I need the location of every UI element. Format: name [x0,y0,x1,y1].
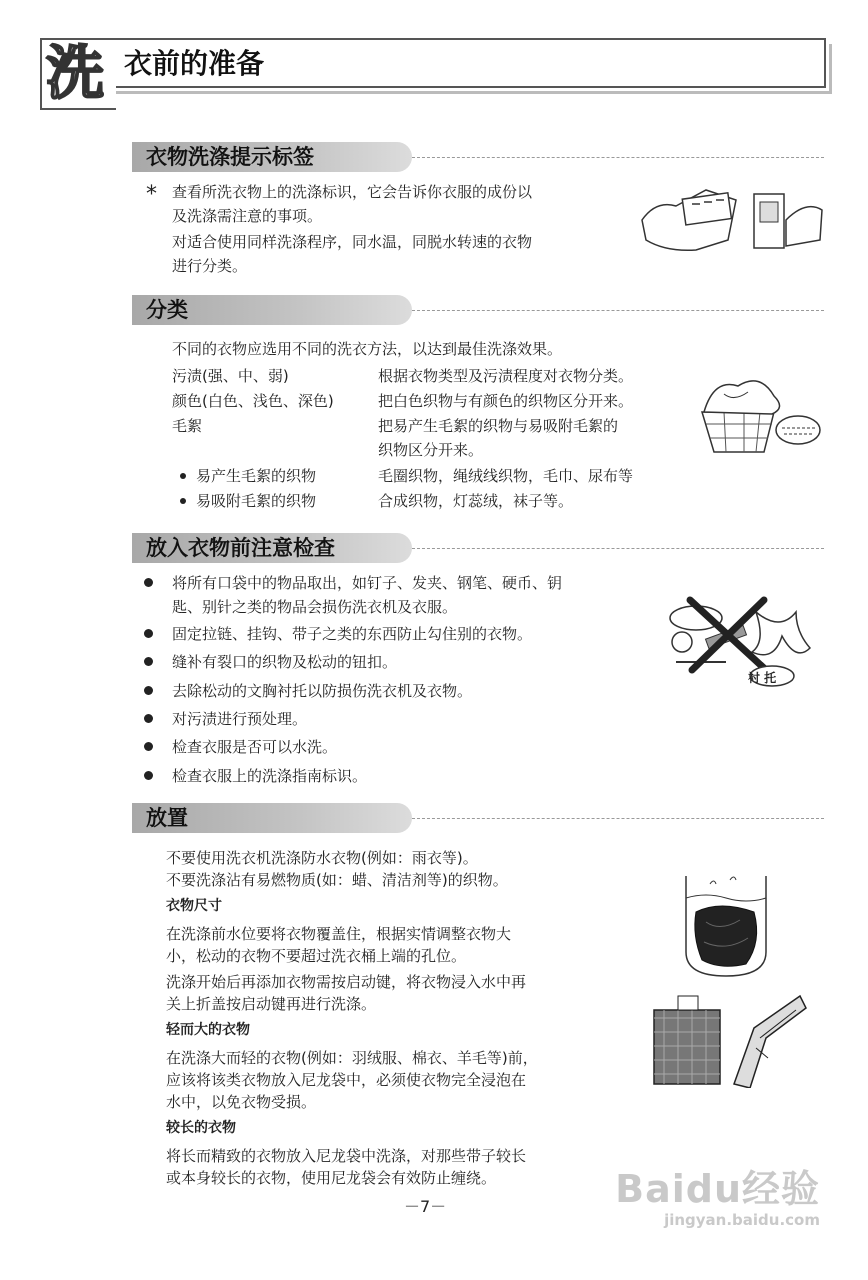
header-big-char: 洗 [46,39,105,107]
sort-sub-right: 合成织物，灯蕊绒，袜子等。 [378,492,574,510]
labels-text-line: 对适合使用同样洗涤程序，同水温，同脱水转速的衣物 [172,233,533,251]
section-title-sort: 分类 [146,298,188,322]
sort-row-left: 毛絮 [172,417,203,435]
section-header-check [132,533,412,563]
section-header-place [132,803,412,833]
sort-sub-left: 易吸附毛絮的织物 [196,492,317,510]
sort-row-right: 把易产生毛絮的织物与易吸附毛絮的 [378,417,619,435]
place-paragraph: 关上折盖按启动键再进行洗涤。 [166,995,377,1013]
section-header-sort [132,295,412,325]
place-subheading: 轻而大的衣物 [166,1022,250,1038]
bullet-icon [144,629,153,638]
place-subheading: 较长的衣物 [166,1120,236,1136]
page-title: 衣前的准备 [124,47,265,80]
section-divider [412,157,824,158]
section-header-labels [132,142,412,172]
labels-text-line: 及洗涤需注意的事项。 [172,207,323,225]
check-item: 固定拉链、挂钩、带子之类的东西防止勾住别的衣物。 [172,625,533,643]
section-title-place: 放置 [146,806,188,830]
watermark [615,1168,820,1230]
sort-row-right: 把白色织物与有颜色的织物区分开来。 [378,392,634,410]
place-paragraph: 在洗涤前水位要将衣物覆盖住，根据实情调整衣物大 [166,925,512,943]
check-item: 缝补有裂口的织物及松动的钮扣。 [172,653,398,671]
pocket-items-illustration [656,592,816,692]
section-divider [412,818,824,819]
page-number: －7－ [404,1197,447,1216]
watermark-url: jingyan.baidu.com [664,1211,820,1229]
check-item: 检查衣服上的洗涤指南标识。 [172,767,368,785]
laundry-basket-illustration [694,372,824,456]
place-subheading: 衣物尺寸 [166,898,222,914]
care-label-illustration [636,180,826,260]
place-paragraph: 洗涤开始后再添加衣物需按启动键，将衣物浸入水中再 [166,973,527,991]
check-item: 检查衣服是否可以水洗。 [172,738,338,756]
place-paragraph: 或本身较长的衣物，使用尼龙袋会有效防止缠绕。 [166,1169,497,1187]
place-intro: 不要洗涤沾有易燃物质(如：蜡、清洁剂等)的织物。 [166,871,508,889]
sort-intro: 不同的衣物应选用不同的洗衣方法，以达到最佳洗涤效果。 [172,340,563,358]
place-paragraph: 在洗涤大而轻的衣物(例如：羽绒服、棉衣、羊毛等)前， [166,1049,538,1067]
check-item: 将所有口袋中的物品取出，如钉子、发夹、钢笔、硬币、钥 [172,574,563,592]
bullet-icon [144,578,153,587]
bullet-icon [144,714,153,723]
bullet-icon [144,742,153,751]
bullet-icon [144,686,153,695]
sort-row-left: 污渍(强、中、弱) [172,367,289,385]
sort-row-left: 颜色(白色、浅色、深色) [172,392,334,410]
section-divider [412,310,824,311]
check-item: 对污渍进行预处理。 [172,710,308,728]
sort-row-right: 织物区分开来。 [378,441,484,459]
section-title-check: 放入衣物前注意检查 [146,536,335,560]
check-item: 匙、别针之类的物品会损伤洗衣机及衣服。 [172,598,458,616]
asterisk-icon: * [146,182,157,207]
bullet-icon [180,498,186,504]
labels-text-line: 进行分类。 [172,257,248,275]
sort-sub-left: 易产生毛絮的织物 [196,467,317,485]
sort-sub-right: 毛圈织物，绳绒线织物，毛巾、尿布等 [378,467,634,485]
place-paragraph: 应该将该类衣物放入尼龙袋中，必须使衣物完全浸泡在 [166,1071,527,1089]
place-paragraph: 将长而精致的衣物放入尼龙袋中洗涤，对那些带子较长 [166,1147,527,1165]
place-intro: 不要使用洗衣机洗涤防水衣物(例如：雨衣等)。 [166,849,478,867]
labels-text-line: 查看所洗衣物上的洗涤标识，它会告诉你衣服的成份以 [172,183,533,201]
section-title-labels: 衣物洗涤提示标签 [146,145,314,169]
sort-row-right: 根据衣物类型及污渍程度对衣物分类。 [378,367,634,385]
nylon-bag-illustration [650,988,810,1088]
section-divider [412,548,824,549]
place-paragraph: 水中，以免衣物受损。 [166,1093,317,1111]
place-paragraph: 小，松动的衣物不要超过洗衣桶上端的孔位。 [166,947,467,965]
watermark-logo: Baidu经验 [615,1167,820,1211]
bullet-icon [180,473,186,479]
wash-tub-illustration [680,872,772,982]
bullet-icon [144,771,153,780]
bullet-icon [144,657,153,666]
illustration-label: 衬 托 [748,671,777,685]
check-item: 去除松动的文胸衬托以防损伤洗衣机及衣物。 [172,682,473,700]
